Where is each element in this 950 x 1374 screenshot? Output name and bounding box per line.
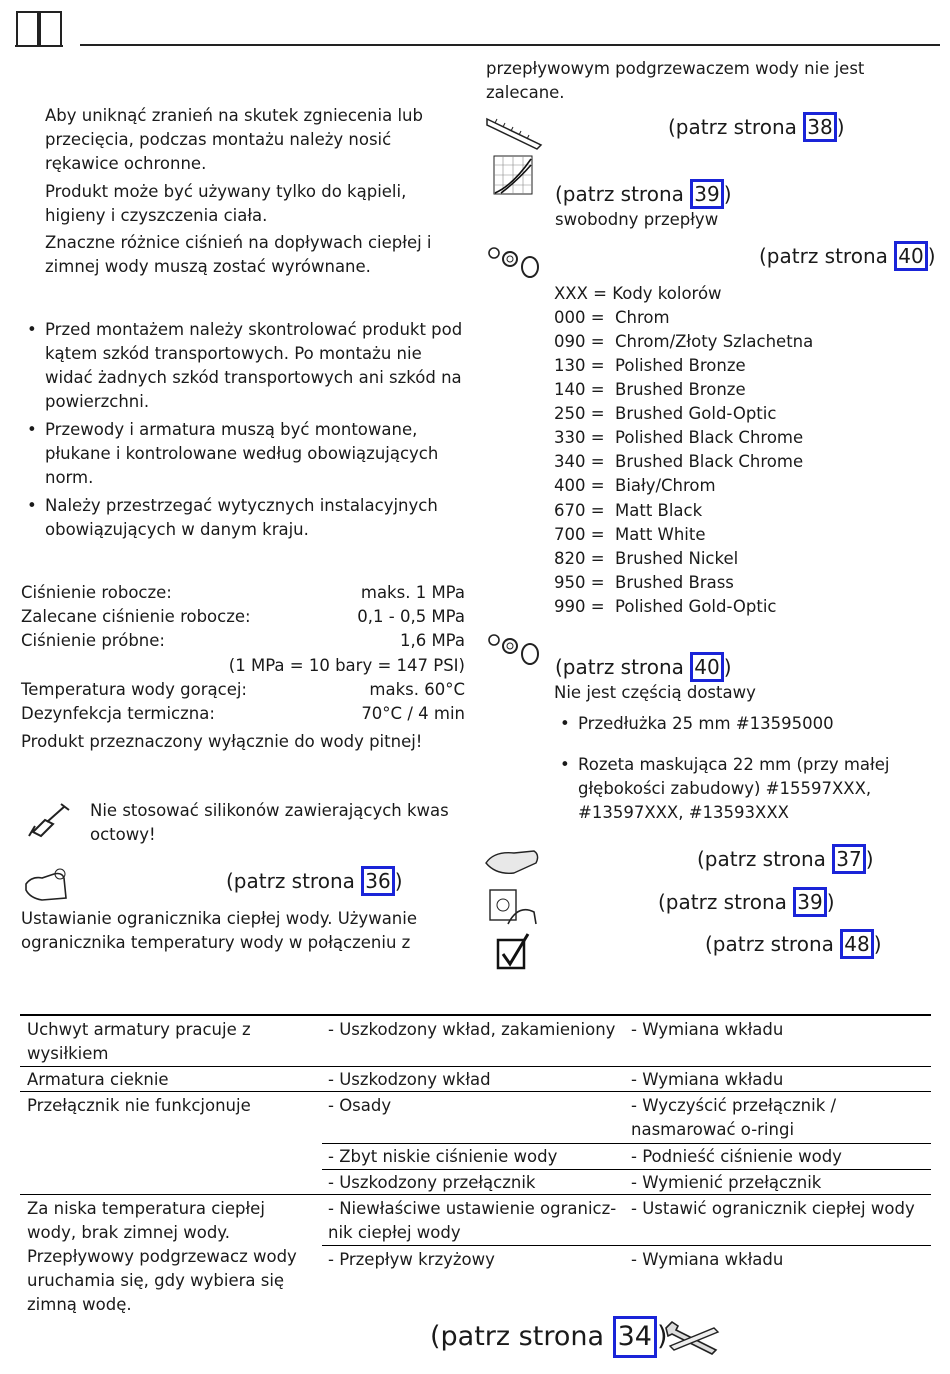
accessory-rosette: • Rozeta maskująca 22 mm (przy małej głębokości zabudowy) #15597XXX, #13597XXX, #13593XXX [578,753,898,825]
color-name: Brushed Bronze [615,380,746,399]
table-rule [20,1014,931,1016]
table-remedy: - Ustawić ogranicznik ciepłej wody [631,1199,915,1218]
limiter-text: Ustawianie ogranicznika ciepłej wody. Używanie ogranicznika temperatury wody w połączeniu z [21,909,417,952]
table-remedy: - Podnieść ciśnienie wody [631,1147,842,1166]
color-code: 000 = [554,308,605,327]
table-subrule [322,1245,931,1246]
table-cause: - Uszkodzony wkład [328,1070,491,1089]
color-name: Biały/Chrom [615,476,716,495]
page-ref-36: (patrz strona 36 ) [226,866,403,896]
ruler-icon [485,115,543,151]
silicone-gun-icon [25,800,71,840]
spec-value: 0,1 - 0,5 MPa [357,607,465,626]
bullet-guidelines: • Należy przestrzegać wytycznych instalacyjnych obowiązujących w danym kraju. [45,494,465,542]
drinking-water-note: Produkt przeznaczony wyłącznie do wody pitnej! [21,732,423,751]
page-ref-39: (patrz strona 39 ) [555,179,732,209]
color-code: 950 = [554,573,605,592]
spec-label: Ciśnienie robocze: [21,583,172,602]
page-ref-40: (patrz strona 40 ) [555,652,732,682]
color-code: 140 = [554,380,605,399]
parts-icon [486,243,542,279]
color-codes-header: XXX = Kody kolorów [554,284,722,303]
table-remedy: - Wymiana wkładu [631,1020,784,1039]
color-code: 330 = [554,428,605,447]
silicone-warning: Nie stosować silikonów zawierających kwas octowy! [90,801,449,844]
accessory-extension: • Przedłużka 25 mm #13595000 [578,712,918,736]
safety-note-1: Aby uniknąć zranień na skutek zgniecenia lub przecięcia, podczas montażu należy nosić rękawice ochronne. [45,106,423,173]
table-cause: - Uszkodzony wkład, zakamieniony [328,1020,616,1039]
hand-adjust-icon [22,864,70,906]
page-ref-39: (patrz strona 39 ) [658,887,835,917]
bullet-norms: • Przewody i armatura muszą być montowane, płukane i kontrolowane według obowiązujących norm. [45,418,465,490]
color-code: 400 = [554,476,605,495]
table-rule [20,1194,931,1195]
table-cause: - Niewłaściwe ustawienie ogranicz-nik ciepłej wody [328,1199,617,1242]
color-code: 670 = [554,501,605,520]
page-ref-40: (patrz strona 40 ) [759,241,936,271]
color-name: Chrom/Złoty Szlachetna [615,332,814,351]
table-rule [20,1066,931,1067]
spec-label: Dezynfekcja termiczna: [21,704,215,723]
bullet-transport: • Przed montażem należy skontrolować produkt pod kątem szkód transportowych. Po montażu nie widać żadnych szkód transportowych ani szkód na powierzchni. [45,318,465,414]
cleaning-hand-icon [484,843,542,879]
flow-graph-icon [493,155,533,195]
color-name: Polished Gold-Optic [615,597,777,616]
table-subrule [322,1169,931,1170]
spec-value: maks. 60°C [369,680,465,699]
color-code: 250 = [554,404,605,423]
color-code: 090 = [554,332,605,351]
checkbox-checked-icon [496,932,530,970]
spec-value: 1,6 MPa [399,631,465,650]
table-problem: Armatura cieknie [27,1070,169,1089]
color-code: 990 = [554,597,605,616]
table-cause: - Zbyt niskie ciśnienie wody [328,1147,558,1166]
page-ref-48: (patrz strona 48 ) [705,929,882,959]
page-ref-34: (patrz strona 34 ) [430,1316,668,1358]
spec-label: Ciśnienie próbne: [21,631,165,650]
table-problem: Za niska temperatura ciepłej wody, brak zimnej wody. Przepływowy podgrzewacz wody uruchamia się, gdy wybiera się zimną wodę. [27,1199,297,1314]
color-name: Chrom [615,308,670,327]
table-remedy: - Wymienić przełącznik [631,1173,822,1192]
table-remedy: - Wymiana wkładu [631,1070,784,1089]
continued-text: przepływowym podgrzewaczem wody nie jest zalecane. [486,59,865,102]
color-code: 340 = [554,452,605,471]
table-cause: - Uszkodzony przełącznik [328,1173,536,1192]
table-remedy: - Wymiana wkładu [631,1250,784,1269]
hand-install-icon [488,884,538,926]
spec-value: maks. 1 MPa [360,583,465,602]
table-remedy: - Wyczyścić przełącznik / nasmarować o-ringi [631,1096,837,1139]
color-code: 130 = [554,356,605,375]
spec-label: Temperatura wody gorącej: [21,680,247,699]
color-name: Matt Black [615,501,703,520]
book-icon [15,10,63,48]
not-included-label: Nie jest częścią dostawy [554,683,756,702]
spec-value: (1 MPa = 10 bary = 147 PSI) [228,656,465,675]
table-rule [20,1091,931,1092]
color-name: Polished Bronze [615,356,746,375]
wrench-icon [664,1320,722,1356]
color-name: Brushed Gold-Optic [615,404,777,423]
color-code: 820 = [554,549,605,568]
color-name: Matt White [615,525,706,544]
table-cause: - Przepływ krzyżowy [328,1250,495,1269]
color-code: 700 = [554,525,605,544]
page-ref-37: (patrz strona 37 ) [697,844,874,874]
page-ref-38: (patrz strona 38 ) [668,112,845,142]
color-name: Brushed Black Chrome [615,452,804,471]
header-rule [80,44,940,46]
safety-note-2: Produkt może być używany tylko do kąpieli, higieny i czyszczenia ciała. [45,182,407,225]
parts-icon [486,630,542,666]
spec-label: Zalecane ciśnienie robocze: [21,607,251,626]
free-flow-label: swobodny przepływ [555,210,719,229]
table-subrule [322,1143,931,1144]
safety-note-3: Znaczne różnice ciśnień na dopływach ciepłej i zimnej wody muszą zostać wyrównane. [45,233,432,276]
table-cause: - Osady [328,1096,392,1115]
color-name: Polished Black Chrome [615,428,804,447]
color-name: Brushed Brass [615,573,734,592]
table-problem: Przełącznik nie funkcjonuje [27,1096,251,1115]
spec-value: 70°C / 4 min [361,704,465,723]
color-name: Brushed Nickel [615,549,739,568]
table-problem: Uchwyt armatury pracuje z wysiłkiem [27,1020,251,1063]
